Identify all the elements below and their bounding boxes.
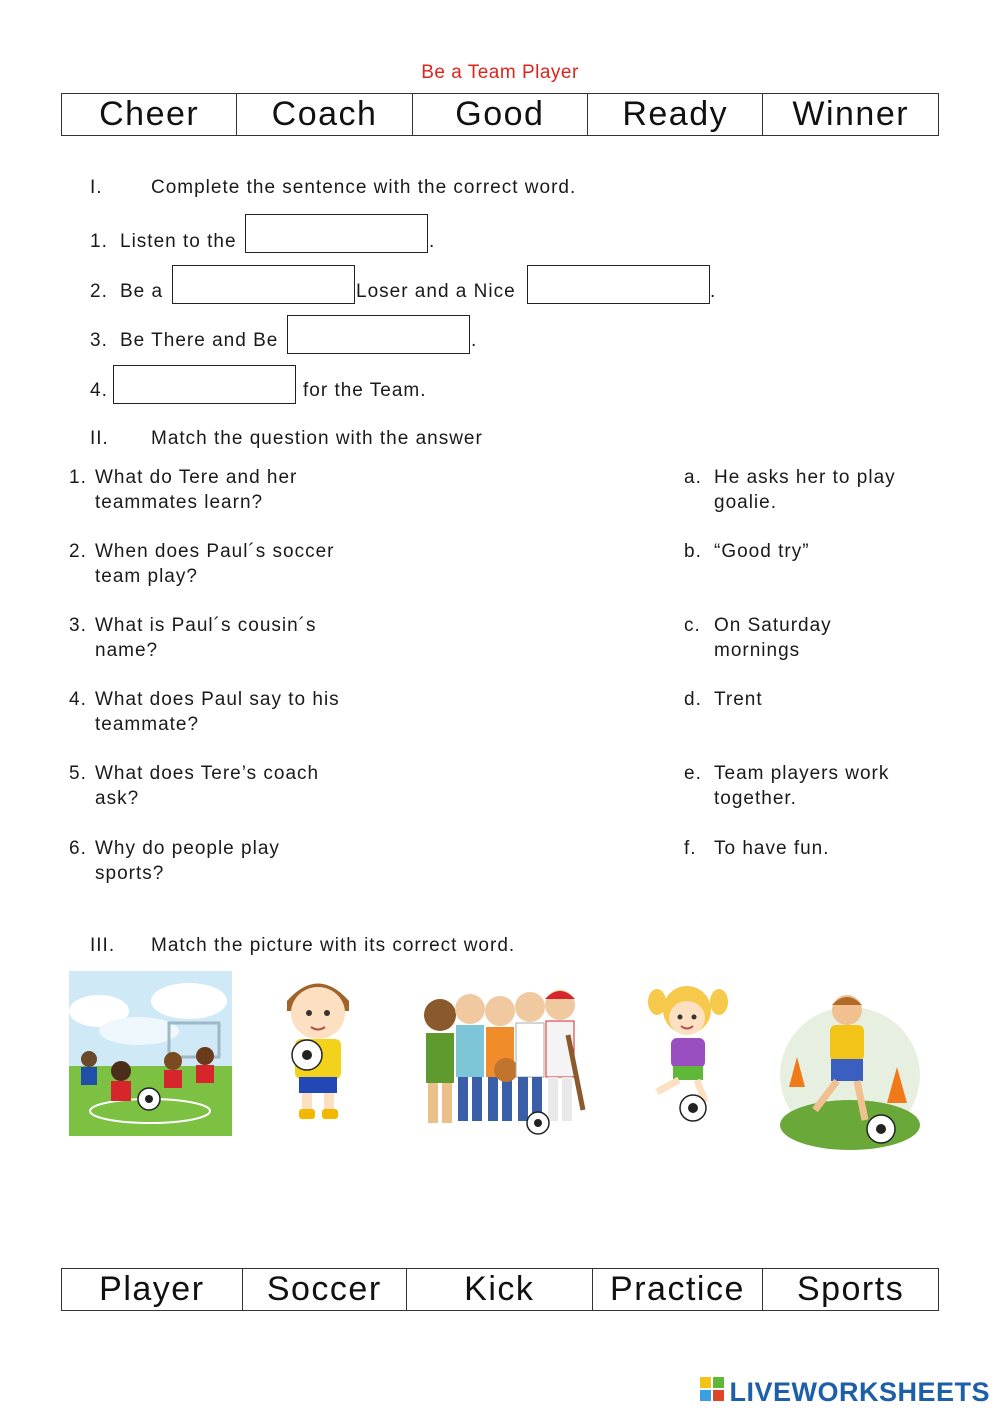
- answer-letter: d.: [684, 689, 702, 710]
- answer-text: together.: [714, 788, 797, 809]
- word-bank-top-item: Ready: [588, 94, 763, 136]
- question-text: What does Paul say to his: [95, 689, 340, 710]
- girl-kicking-ball-picture: [643, 980, 733, 1130]
- question-text: sports?: [95, 863, 165, 884]
- soccer-practice-picture: [775, 975, 925, 1155]
- answer-text: Trent: [714, 689, 763, 710]
- s1-item-text: Loser and a Nice: [356, 281, 516, 302]
- logo-icon: [699, 1376, 725, 1409]
- word-bank-bottom: [61, 1268, 939, 1311]
- question-text: What does Tere’s coach: [95, 763, 320, 784]
- question-number: 4.: [69, 689, 87, 710]
- answer-text: “Good try”: [714, 541, 810, 562]
- question-text: teammates learn?: [95, 492, 264, 513]
- question-number: 2.: [69, 541, 87, 562]
- section-3-number: III.: [90, 935, 116, 956]
- s1-item-number: 1.: [90, 231, 108, 252]
- question-text: What is Paul´s cousin´s: [95, 615, 317, 636]
- question-text: When does Paul´s soccer: [95, 541, 335, 562]
- s1-item-text: Be There and Be: [120, 330, 279, 351]
- answer-blank-3[interactable]: [287, 315, 470, 354]
- word-bank-top-item: Cheer: [62, 94, 237, 136]
- liveworksheets-logo: [699, 1376, 990, 1409]
- word-bank-bottom-item: Practice: [592, 1269, 762, 1311]
- answer-blank-4[interactable]: [113, 365, 296, 404]
- section-3-heading: Match the picture with its correct word.: [151, 935, 516, 956]
- section-2-heading: Match the question with the answer: [151, 428, 483, 449]
- worksheet-title: Be a Team Player: [421, 62, 579, 83]
- answer-text: Team players work: [714, 763, 890, 784]
- question-text: Why do people play: [95, 838, 280, 859]
- answer-letter: a.: [684, 467, 702, 488]
- answer-letter: c.: [684, 615, 701, 636]
- answer-text: To have fun.: [714, 838, 830, 859]
- word-bank-bottom-item: Soccer: [242, 1269, 406, 1311]
- word-bank-top-item: Coach: [237, 94, 412, 136]
- s1-item-number: 3.: [90, 330, 108, 351]
- word-bank-bottom-item: Sports: [763, 1269, 939, 1311]
- s1-item-text: .: [429, 231, 436, 252]
- sports-team-kids-picture: [418, 975, 588, 1141]
- s1-item-number: 4.: [90, 380, 108, 401]
- word-bank-top: [61, 93, 939, 136]
- answer-blank-1[interactable]: [245, 214, 428, 253]
- question-text: name?: [95, 640, 159, 661]
- word-bank-top-item: Winner: [763, 94, 939, 136]
- answer-text: mornings: [714, 640, 801, 661]
- s1-item-text: .: [710, 281, 717, 302]
- logo-text: LIVEWORKSHEETS: [729, 1377, 990, 1407]
- section-1-number: I.: [90, 177, 103, 198]
- answer-text: goalie.: [714, 492, 777, 513]
- answer-letter: b.: [684, 541, 702, 562]
- s1-item-text: Be a: [120, 281, 164, 302]
- section-2-number: II.: [90, 428, 109, 449]
- section-1-heading: Complete the sentence with the correct word.: [151, 177, 577, 198]
- question-number: 6.: [69, 838, 87, 859]
- question-text: team play?: [95, 566, 198, 587]
- answer-blank-2b[interactable]: [527, 265, 710, 304]
- question-text: ask?: [95, 788, 140, 809]
- word-bank-top-item: Good: [412, 94, 587, 136]
- soccer-player-boy-picture: [277, 971, 359, 1126]
- question-number: 3.: [69, 615, 87, 636]
- s1-item-text: .: [471, 330, 478, 351]
- question-number: 5.: [69, 763, 87, 784]
- question-text: What do Tere and her: [95, 467, 298, 488]
- word-bank-bottom-item: Player: [62, 1269, 243, 1311]
- answer-letter: e.: [684, 763, 702, 784]
- answer-text: On Saturday: [714, 615, 832, 636]
- s1-item-text: Listen to the: [120, 231, 237, 252]
- s1-item-number: 2.: [90, 281, 108, 302]
- answer-blank-2a[interactable]: [172, 265, 355, 304]
- question-number: 1.: [69, 467, 87, 488]
- answer-letter: f.: [684, 838, 697, 859]
- soccer-game-picture: [69, 971, 232, 1136]
- s1-item-text: for the Team.: [303, 380, 427, 401]
- question-text: teammate?: [95, 714, 200, 735]
- word-bank-bottom-item: Kick: [406, 1269, 592, 1311]
- answer-text: He asks her to play: [714, 467, 896, 488]
